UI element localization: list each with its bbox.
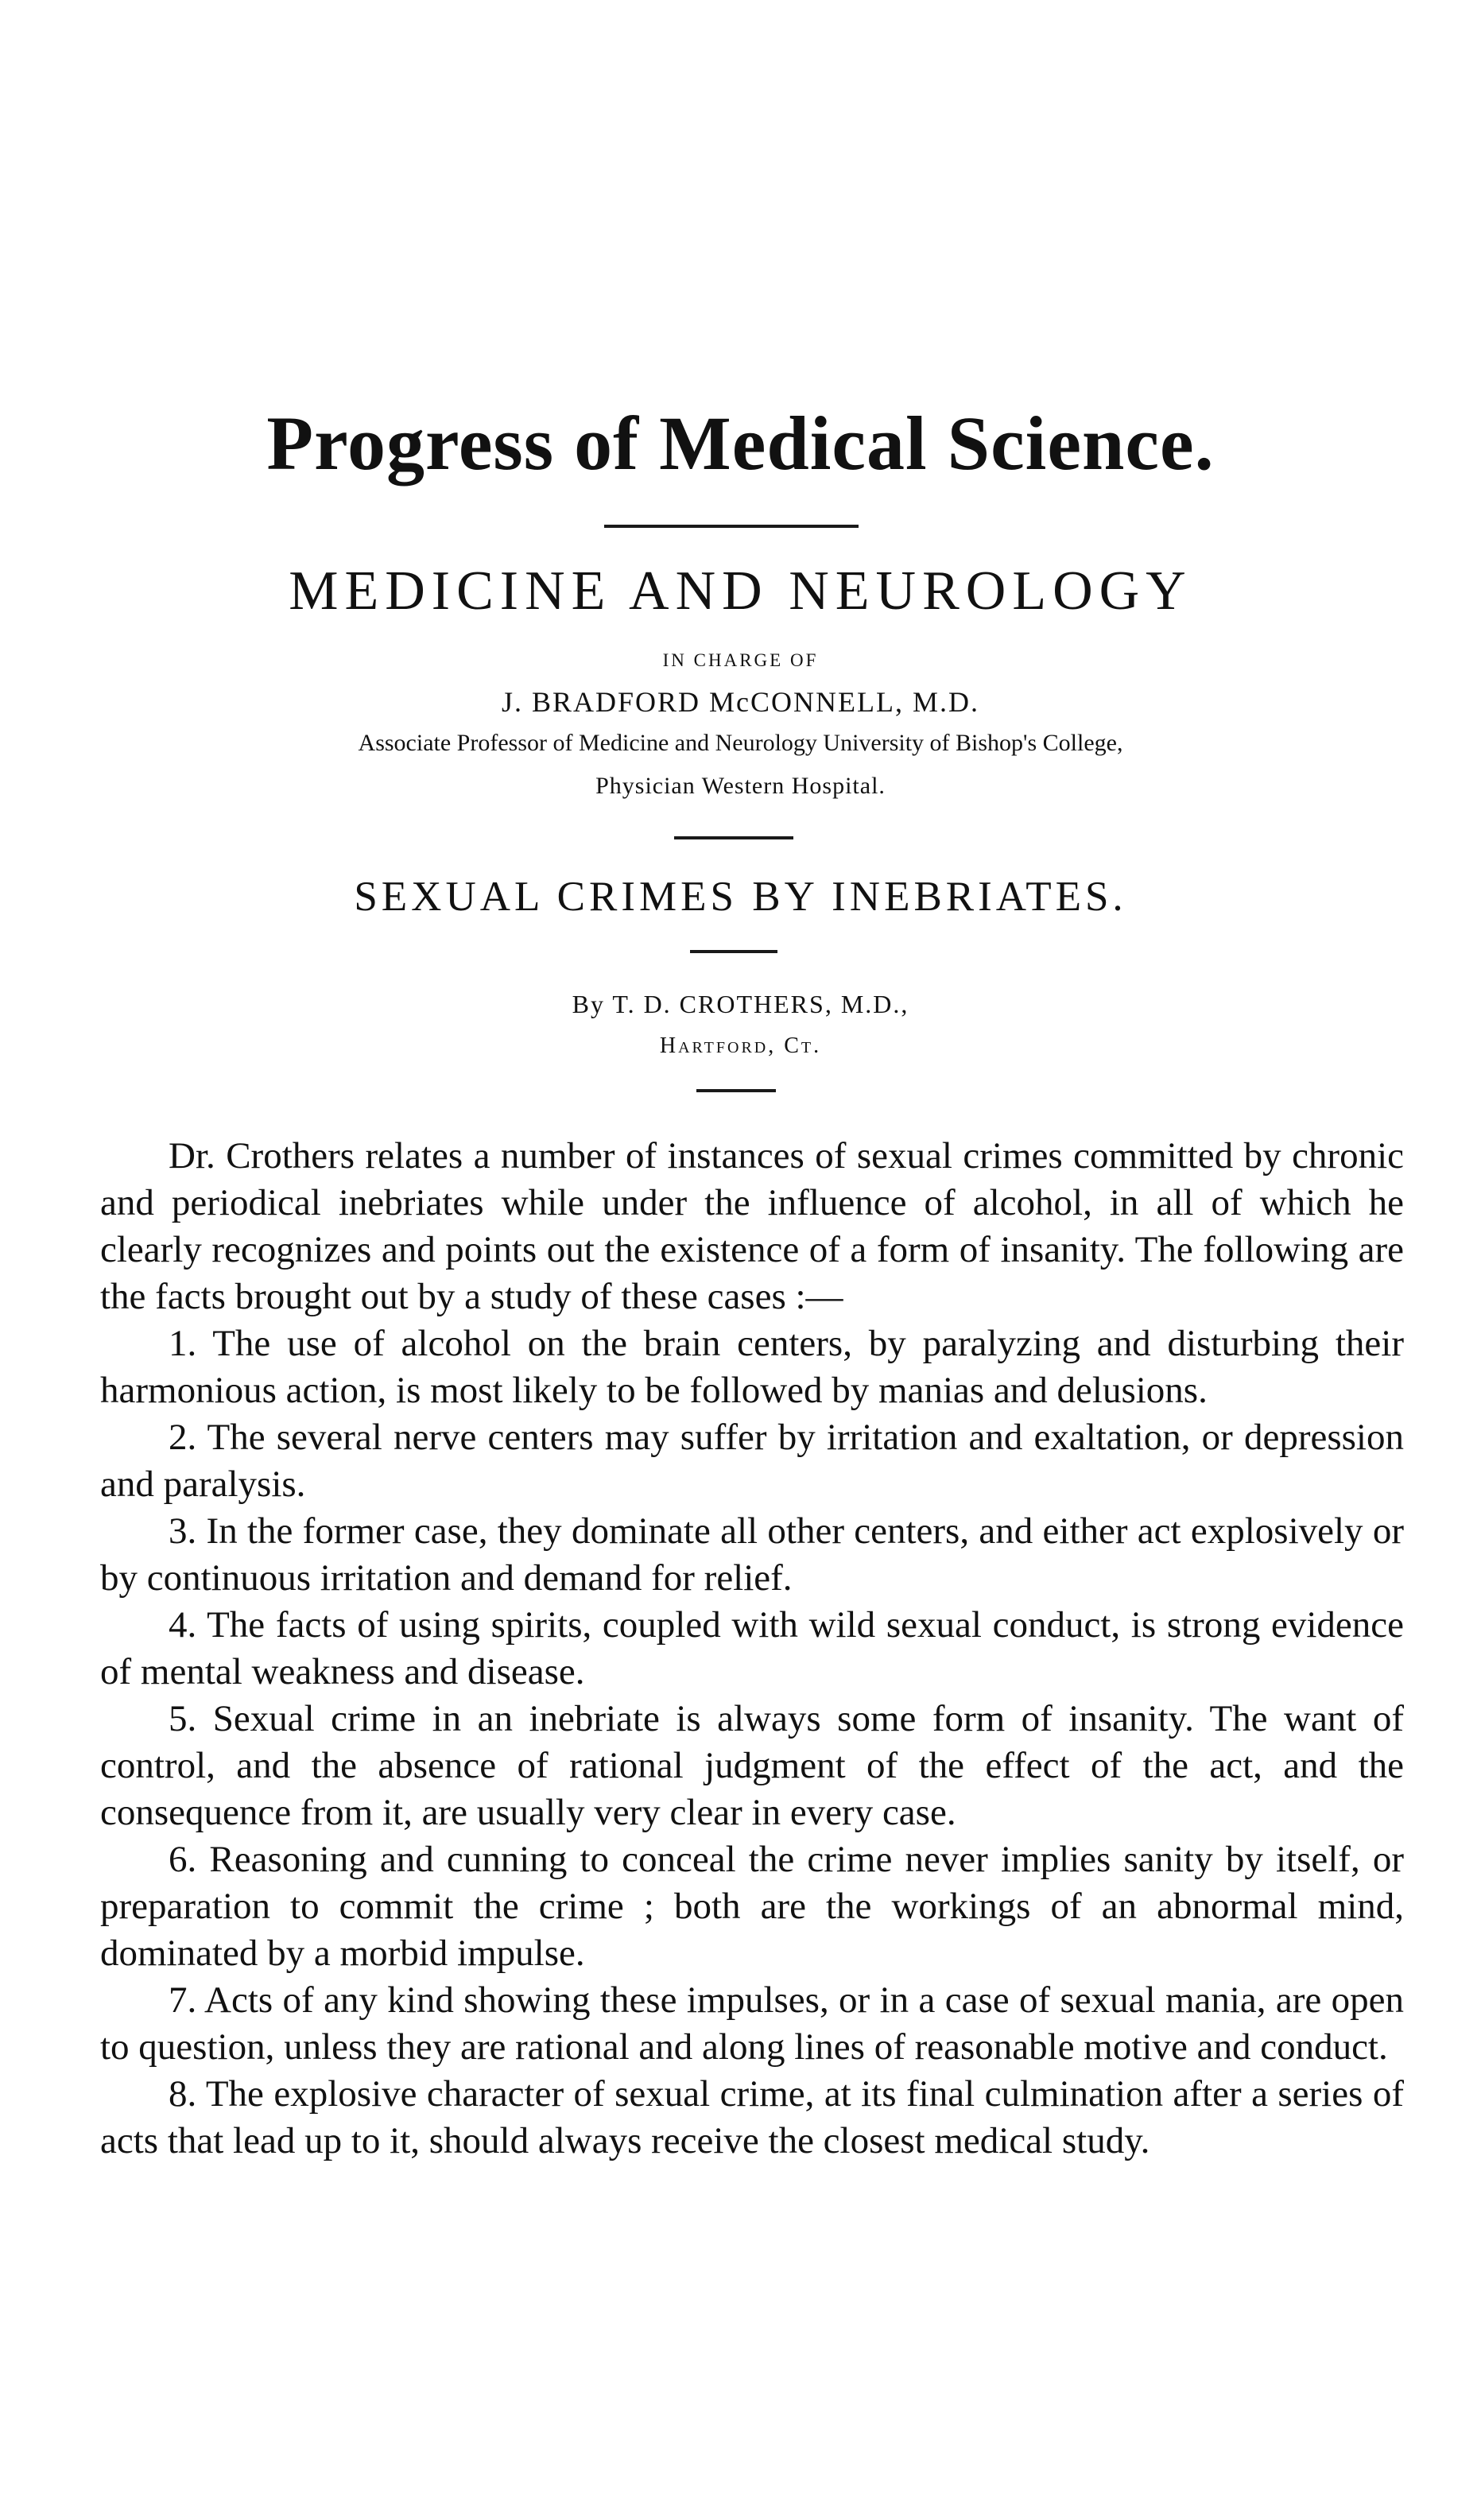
editor-affiliation: Associate Professor of Medicine and Neurology University of Bishop's College, [358,730,1123,756]
article-divider [690,950,777,953]
editor-name: J. BRADFORD McCONNELL, M.D. [501,686,980,718]
paragraph-point-6: 6. Reasoning and cunning to conceal the crime never implies sanity by itself, or preparation to commit the crime ; both are the workings of an abnormal mind, dominated by a morbid impulse. [100,1839,1404,1974]
editor-divider [674,836,793,839]
paragraph-intro: Dr. Crothers relates a number of instances of sexual crimes committed by chronic and periodical inebriates while under the influence of alcohol, in all of which he clearly recognizes and points out the existence of a form of insanity. The following are the facts brought out by a study of these cases :— [100,1135,1404,1317]
paragraph-point-5: 5. Sexual crime in an inebriate is always some form of insanity. The want of control, and the absence of rational judgment of the effect of the act, and the consequence from it, are usually very clear in every case. [100,1698,1404,1833]
paragraph-point-8: 8. The explosive character of sexual crime, at its final culmination after a series of acts that lead up to it, should always receive the closest medical study. [100,2073,1404,2161]
paragraph-point-4: 4. The facts of using spirits, coupled with wild sexual conduct, is strong evidence of mental weakness and disease. [100,1604,1404,1692]
editor-hospital: Physician Western Hospital. [595,773,886,799]
paragraph-point-1: 1. The use of alcohol on the brain centers, by paralyzing and disturbing their harmonious action, is most likely to be followed by manias and delusions. [100,1323,1404,1411]
paragraph-point-7: 7. Acts of any kind showing these impulses, or in a case of sexual mania, are open to question, unless they are rational and along lines of reasonable motive and conduct. [100,1979,1404,2068]
section-heading: MEDICINE AND NEUROLOGY [289,560,1192,622]
article-title: SEXUAL CRIMES BY INEBRIATES. [354,874,1127,920]
author-location: Hartford, Ct. [659,1033,822,1058]
author-byline: By T. D. CROTHERS, M.D., [572,990,909,1018]
article-body [100,1133,1404,2165]
page-title: Progress of Medical Science. [266,401,1215,486]
in-charge-label: IN CHARGE OF [662,650,819,670]
paragraph-point-2: 2. The several nerve centers may suffer by irritation and exaltation, or depression and paralysis. [100,1417,1404,1505]
byline-divider [696,1089,776,1092]
title-divider [604,525,859,528]
paragraph-point-3: 3. In the former case, they dominate all other centers, and either act explosively or by continuous irritation and demand for relief. [100,1510,1404,1599]
